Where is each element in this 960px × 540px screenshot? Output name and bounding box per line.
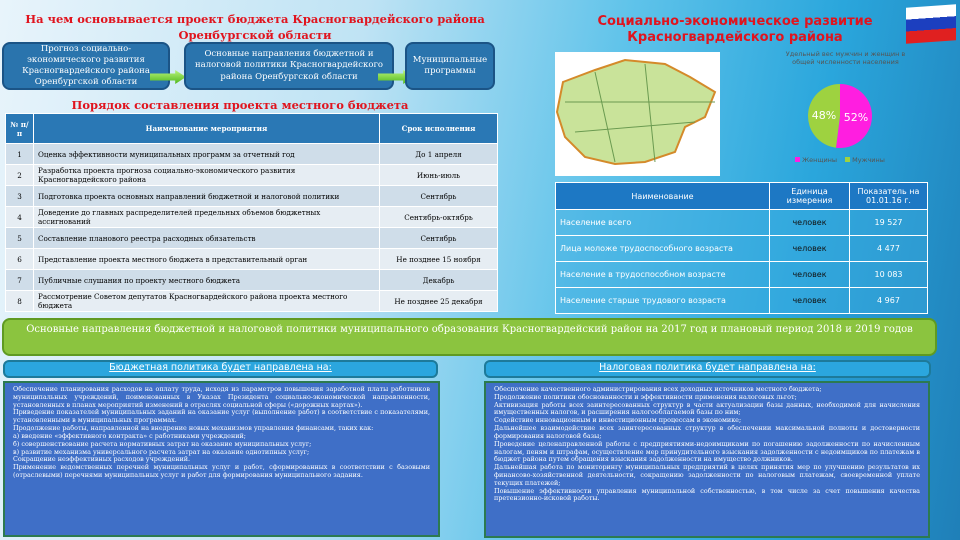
socio-economic-title: Социально-экономическое развитие Красногвардейского района [597,14,873,46]
policy-item: Повышение эффективности управления муниципальной собственностью, в том числе за счет повышения качества претензионно-исковой работы. [494,486,920,503]
table-row [6,270,498,291]
row-num: 7 [6,270,34,291]
row-num: 1 [6,144,34,165]
budget-basis-title: На чем основывается проект бюджета Красногвардейского района Оренбургской области [25,12,485,42]
policy-item: Обеспечение качественного администрирования всех доходных источников местного бюджета; [494,385,822,393]
row-num: 4 [6,207,34,228]
district-map [555,52,720,176]
row-name: Составление планового реестра расходных обязательств [34,228,380,249]
tax-policy-text [484,381,930,538]
row-term: Сентябрь [380,228,498,249]
col-name: Наименование [556,183,770,210]
forecast-box: Прогноз социально-экономического развития Красногвардейского района Оренбургской области [2,42,170,90]
policy-item: а) введение «эффективного контракта» с работниками учреждений; [13,431,246,440]
row-value: 10 083 [850,262,928,288]
row-name: Подготовка проекта основных направлений бюджетной и налоговой политики [34,186,380,207]
table-row [6,291,498,312]
row-name: Рассмотрение Советом депутатов Красногвардейского района проекта местного бюджета [34,291,380,312]
policy-item: Применение ведомственных перечней муниципальных услуг и работ, сформированных в соответствии с базовыми (отраслевыми) перечнями муниципальных услуг и работ для формирования муниципального задания. [13,463,430,479]
row-num: 6 [6,249,34,270]
policy-item: Приведение показателей муниципальных заданий на оказание услуг (выполнение работ) в соответствие с показателями, установленными в муниципальных программах. [13,408,430,425]
russia-flag-icon [906,4,956,43]
table-row [6,165,498,186]
row-term: Сентябрь-октябрь [380,207,498,228]
policy-item: б) совершенствование расчета нормативных затрат на оказание муниципальных услуг; [13,439,312,448]
row-name: Население в трудоспособном возрасте [556,262,770,288]
legend-men: Мужчины [845,156,885,164]
pie-label: 48% [811,108,837,122]
row-value: 19 527 [850,210,928,236]
legend-women: Женщины [795,156,837,164]
population-table [555,182,928,314]
row-term: Не позднее 15 ноября [380,249,498,270]
policy-box: Основные направления бюджетной и налоговой политики Красногвардейского района Оренбургской области [184,42,394,90]
row-unit: человек [770,288,850,314]
row-name: Население всего [556,210,770,236]
row-unit: человек [770,262,850,288]
table-row [6,144,498,165]
table-row [6,228,498,249]
row-num: 8 [6,291,34,312]
programs-box: Муниципальные программы [405,42,495,90]
table-row [556,262,928,288]
row-num: 5 [6,228,34,249]
table-title: Порядок составления проекта местного бюджета [71,98,409,112]
pie-label: 52% [843,111,869,125]
table-row [6,186,498,207]
row-name: Доведение до главных распределителей предельных объемов бюджетных ассигнований [34,207,380,228]
row-name: Лица моложе трудоспособного возраста [556,236,770,262]
row-term: Декабрь [380,270,498,291]
policy-item: Продолжение политики обоснованности и эффективности применения налоговых льгот; [494,392,797,401]
col-name: Наименование мероприятия [34,114,380,144]
budget-procedure-table [5,113,498,312]
row-unit: человек [770,236,850,262]
row-num: 2 [6,165,34,186]
policy-item: Содействие инновационным и инвестиционным процессам в экономике; [494,416,742,425]
row-name: Публичные слушания по проекту местного бюджета [34,270,380,291]
row-num: 3 [6,186,34,207]
row-term: До 1 апреля [380,144,498,165]
table-row [556,236,928,262]
row-value: 4 477 [850,236,928,262]
row-term: Сентябрь [380,186,498,207]
budget-policy-heading: Бюджетная политика будет направлена на: [3,360,438,378]
table-row [556,288,928,314]
row-value: 4 967 [850,288,928,314]
col-value: Показатель на 01.01.16 г. [850,183,928,210]
policy-item: Дальнейшая работа по мониторингу муниципальных предприятий в целях принятия мер по улучшению результатов их финансово-хозяйственной деятельности, сокращению задолженности по налоговым платежам, своевременной уплате текущих платежей; [494,463,920,487]
policy-item: Активизация работы всех заинтересованных структур в части актуализации базы данных, необходимой для начисления имущественных налогов, и расширения налогооблагаемой базы по ним; [494,400,920,417]
row-name: Разработка проекта прогноза социально-экономического развития Красногвардейского района [34,165,380,186]
policy-item: Продолжение работы, направленной на внедрение новых механизмов управления финансами, таких как: [13,424,374,433]
table-row [556,210,928,236]
policy-item: Проведение целенаправленной работы с предприятиями-недоимщиками по погашению задолженности по начисленным налогам, пеням и штрафам, осуществление мер принудительного взыскания задолженности с недоимщиков по платежам в бюджет района путем обращения взыскания задолженности на имущество должников. [494,439,920,464]
table-row [6,207,498,228]
row-name: Оценка эффективности муниципальных программ за отчетный год [34,144,380,165]
tax-policy-heading: Налоговая политика будет направлена на: [484,360,931,378]
policy-item: Обеспечение планирования расходов на оплату труда, исходя из параметров повышения заработной платы работников муниципальных учреждений, поименованных в Указах Президента социально-экономической направленности, установленных в планах мероприятий изменений в отраслях социальной сферы («дорожных картах»). [13,385,430,409]
pie-title: Удельный вес мужчин и женщин в общей численности населения [785,50,906,66]
policy-item: в) развитие механизма универсального расчета затрат на оказание однотипных услуг; [13,447,310,456]
row-name: Население старше трудового возраста [556,288,770,314]
table-row [6,249,498,270]
policy-item: Сокращение неэффективных расходов учреждений. [13,455,191,464]
gender-pie-chart [800,76,880,156]
budget-policy-text [3,381,440,537]
col-term: Срок исполнения [380,114,498,144]
pie-legend [795,156,885,164]
policy-banner: Основные направления бюджетной и налоговой политики муниципального образования Красногвардейский район на 2017 год и плановый период 2018 и 2019 годов [2,318,937,356]
row-term: Не позднее 25 декабря [380,291,498,312]
policy-item: Дальнейшее взаимодействие всех заинтересованных структур в обеспечении максимальной полноты и достоверности формирования налоговой базы; [494,424,920,440]
row-name: Представление проекта местного бюджета в представительный орган [34,249,380,270]
col-unit: Единица измерения [770,183,850,210]
row-term: Июнь-июль [380,165,498,186]
row-unit: человек [770,210,850,236]
col-num: № п/п [6,114,34,144]
